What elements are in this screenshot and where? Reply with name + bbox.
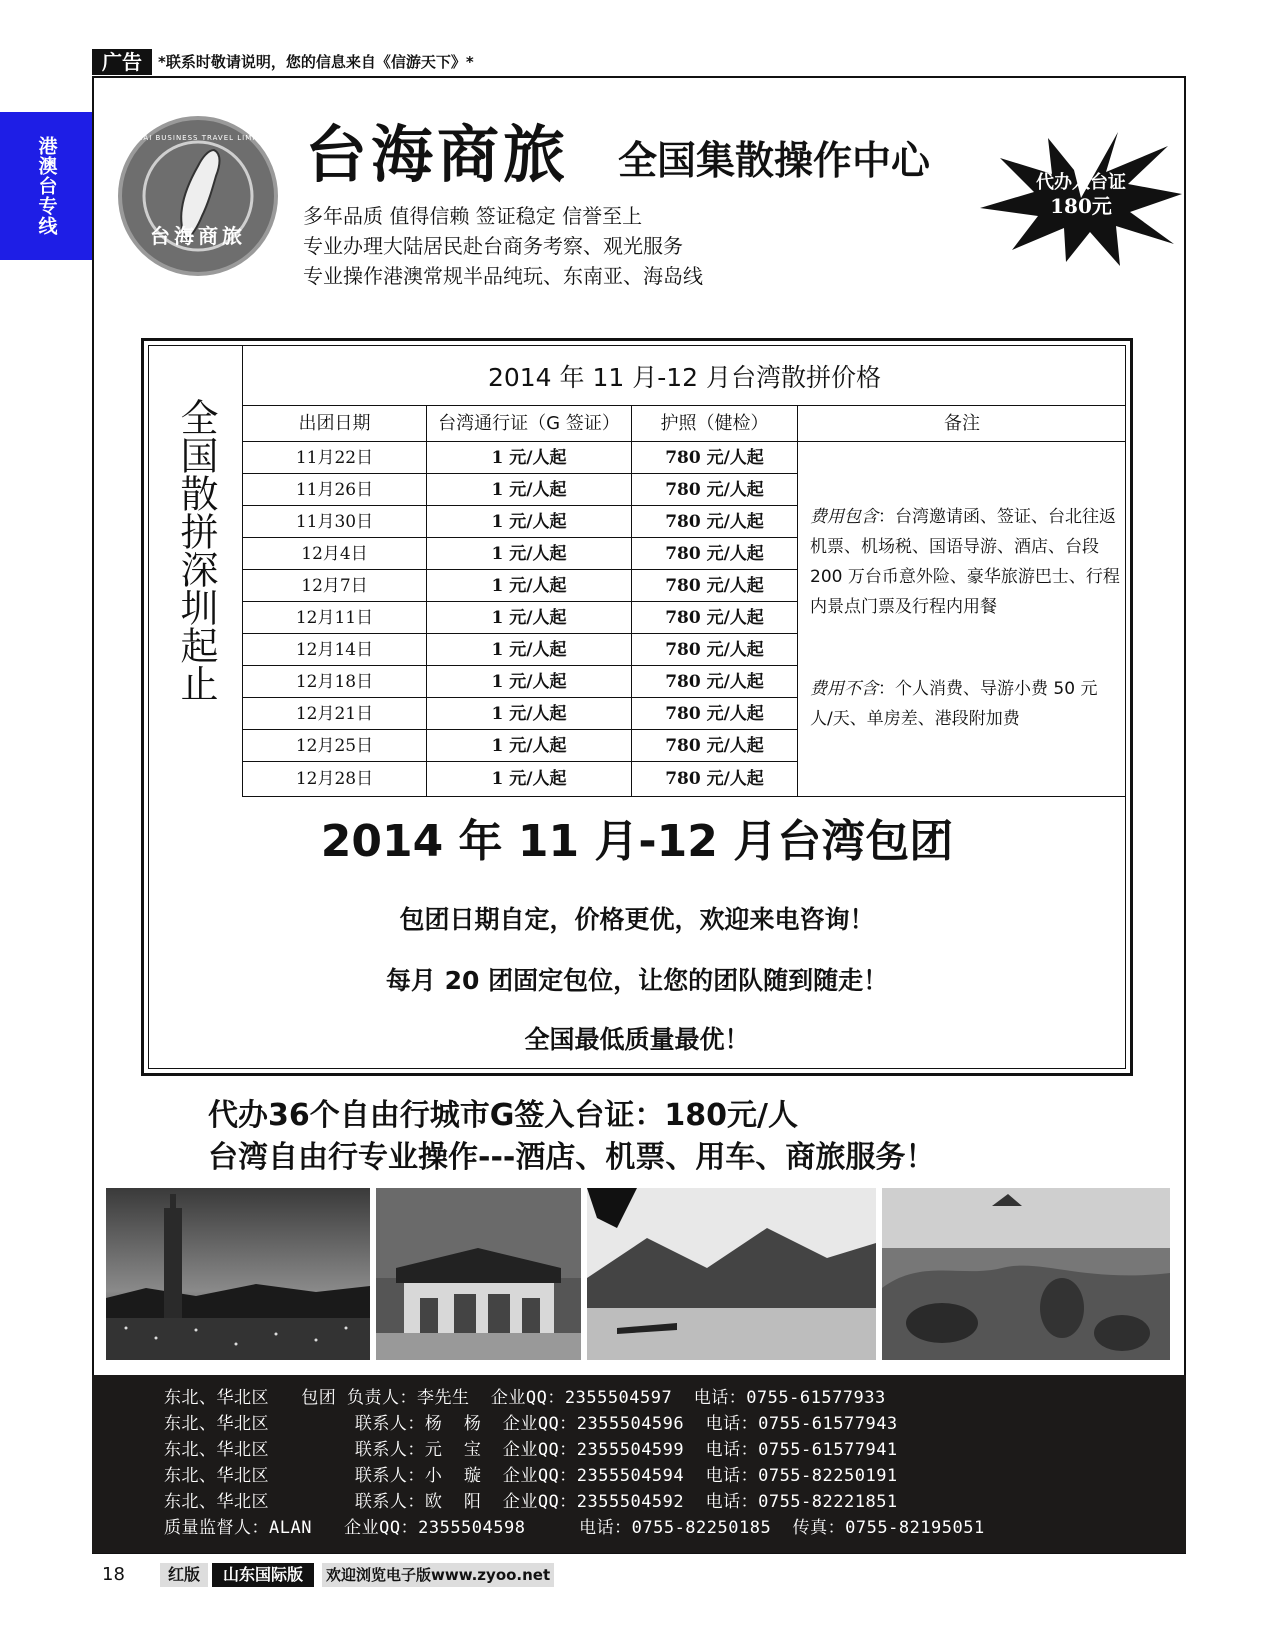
table-row	[243, 666, 798, 698]
company-logo	[118, 116, 278, 276]
date-cell: 12月11日	[243, 602, 427, 633]
col-header-date: 出团日期	[243, 406, 427, 442]
fee-excluded	[810, 674, 1120, 734]
edition-region-label: 山东国际版	[212, 1563, 314, 1587]
contact-line: 东北、华北区 联系人：小 璇 企业QQ：2355504594 电话：0755-82250191	[164, 1466, 898, 1486]
quality-supervisor-line: 质量监督人：ALAN 企业QQ：2355504598 电话：0755-82250185 传真：0755-82195051	[164, 1518, 985, 1538]
side-tab	[0, 112, 92, 260]
passport-price: 780 元/人起	[632, 634, 798, 665]
fee-included-text: ：台湾邀请函、签证、台北往返机票、机场税、国语导游、酒店、台段 200 万台币意外险、豪华旅游巴士、行程内景点门票及行程内用餐	[810, 507, 1120, 617]
table-row	[243, 474, 798, 506]
table-row	[243, 730, 798, 762]
package-line: 每月 20 团固定包位，让您的团队随到随走！	[385, 966, 889, 995]
logo-text: 台海商旅	[150, 224, 246, 248]
table-row	[243, 442, 798, 474]
free-travel-services: 台湾自由行专业操作---酒店、机票、用车、商旅服务！	[208, 1140, 936, 1175]
passport-price: 780 元/人起	[632, 570, 798, 601]
g-visa-price: 1 元/人起	[427, 698, 632, 729]
date-cell: 11月22日	[243, 442, 427, 473]
contact-line: 东北、华北区 联系人：元 宝 企业QQ：2355504599 电话：0755-61577941	[164, 1440, 898, 1460]
brand-name: 台海商旅	[305, 118, 570, 191]
taiwan-map-icon	[122, 120, 274, 272]
g-visa-price: 1 元/人起	[427, 762, 632, 796]
package-line: 全国最低质量最优！	[524, 1025, 750, 1054]
table-row	[243, 570, 798, 602]
passport-price: 780 元/人起	[632, 666, 798, 697]
photo-sun-moon-lake	[587, 1188, 876, 1360]
passport-price: 780 元/人起	[632, 698, 798, 729]
free-travel-visa: 代办36个自由行城市G签入台证：180元/人	[208, 1098, 798, 1133]
header-note: *联系时敬请说明，您的信息来自《信游天下》*	[158, 53, 474, 71]
g-visa-price: 1 元/人起	[427, 602, 632, 633]
contact-panel	[92, 1375, 1186, 1553]
fee-included-label: 费用包含	[810, 507, 878, 527]
table-row	[243, 634, 798, 666]
logo-ring-text: TAIHAI BUSINESS TRAVEL LIMITED	[123, 134, 273, 142]
fee-excluded-label: 费用不含	[810, 679, 878, 699]
date-cell: 12月28日	[243, 762, 427, 796]
date-cell: 12月21日	[243, 698, 427, 729]
passport-price: 780 元/人起	[632, 538, 798, 569]
price-badge	[978, 128, 1184, 268]
table-title: 2014 年 11 月-12 月台湾散拼价格	[243, 350, 1126, 406]
table-row	[243, 762, 798, 797]
package-title: 2014 年 11 月-12 月台湾包团	[320, 816, 954, 867]
passport-price: 780 元/人起	[632, 474, 798, 505]
tagline: 专业操作港澳常规半品纯玩、东南亚、海岛线	[303, 264, 703, 288]
passport-price: 780 元/人起	[632, 442, 798, 473]
contact-line: 东北、华北区 包团 负责人：李先生 企业QQ：2355504597 电话：0755-61577933	[164, 1388, 886, 1408]
g-visa-price: 1 元/人起	[427, 506, 632, 537]
website-link[interactable]: 欢迎浏览电子版www.zyoo.net	[322, 1563, 554, 1587]
g-visa-price: 1 元/人起	[427, 666, 632, 697]
table-row	[243, 602, 798, 634]
brand-subtitle: 全国集散操作中心	[618, 138, 931, 184]
date-cell: 12月4日	[243, 538, 427, 569]
contact-line: 东北、华北区 联系人：杨 杨 企业QQ：2355504596 电话：0755-61577943	[164, 1414, 898, 1434]
passport-price: 780 元/人起	[632, 730, 798, 761]
g-visa-price: 1 元/人起	[427, 538, 632, 569]
col-header-notes: 备注	[798, 406, 1126, 442]
package-line: 包团日期自定，价格更优，欢迎来电咨询！	[399, 905, 875, 934]
photo-liberty-square	[376, 1188, 581, 1360]
g-visa-price: 1 元/人起	[427, 570, 632, 601]
table-row	[243, 538, 798, 570]
table-side-label: 全国散拼深圳起止	[174, 398, 218, 702]
date-cell: 12月25日	[243, 730, 427, 761]
side-tab-label: 港澳台专线	[35, 136, 58, 236]
passport-price: 780 元/人起	[632, 762, 798, 796]
passport-price: 780 元/人起	[632, 602, 798, 633]
date-cell: 11月26日	[243, 474, 427, 505]
photo-yehliu-coast	[882, 1188, 1170, 1360]
table-row	[243, 506, 798, 538]
col-header-passport: 护照（健检）	[632, 406, 798, 442]
page-number: 18	[102, 1564, 125, 1585]
ad-label: 广告	[92, 49, 152, 75]
date-cell: 12月14日	[243, 634, 427, 665]
table-row	[243, 698, 798, 730]
date-cell: 12月7日	[243, 570, 427, 601]
tagline: 专业办理大陆居民赴台商务考察、观光服务	[303, 234, 683, 258]
fee-included	[810, 502, 1120, 622]
passport-price: 780 元/人起	[632, 506, 798, 537]
col-header-g-visa: 台湾通行证（G 签证）	[427, 406, 632, 442]
g-visa-price: 1 元/人起	[427, 474, 632, 505]
notes-cell	[798, 442, 1126, 797]
badge-line1: 代办入台证	[1036, 172, 1126, 193]
photo-taipei-101	[106, 1188, 370, 1360]
g-visa-price: 1 元/人起	[427, 730, 632, 761]
contact-line: 东北、华北区 联系人：欧 阳 企业QQ：2355504592 电话：0755-82221851	[164, 1492, 898, 1512]
date-cell: 12月18日	[243, 666, 427, 697]
date-cell: 11月30日	[243, 506, 427, 537]
badge-line2: 180元	[1050, 194, 1112, 218]
g-visa-price: 1 元/人起	[427, 634, 632, 665]
g-visa-price: 1 元/人起	[427, 442, 632, 473]
fee-excluded-text: ：个人消费、导游小费 50 元人/天、单房差、港段附加费	[810, 679, 1098, 729]
tagline: 多年品质 值得信赖 签证稳定 信誉至上	[303, 204, 643, 228]
edition-red-label: 红版	[160, 1563, 208, 1587]
